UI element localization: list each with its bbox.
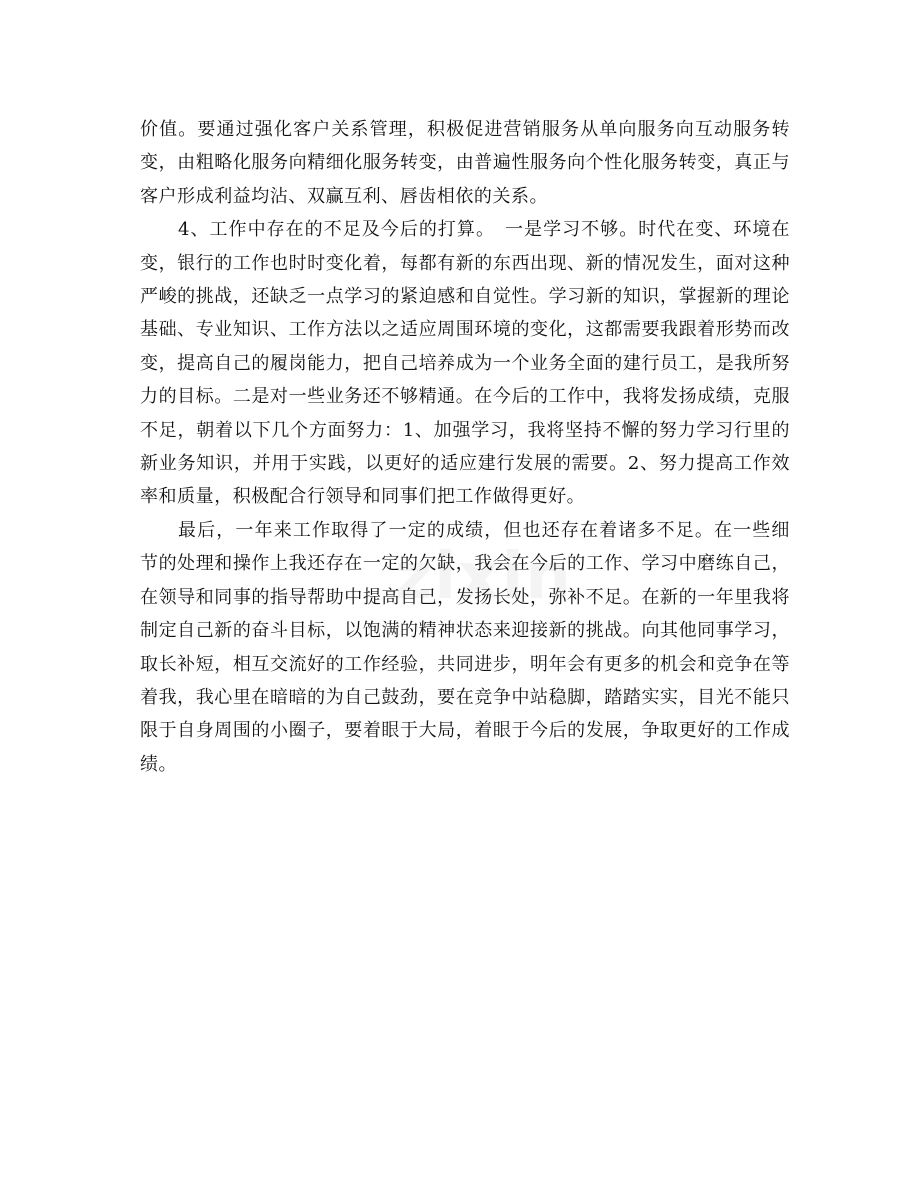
paragraph-shortcomings-plans: 4、工作中存在的不足及今后的打算。 一是学习不够。时代在变、环境在变，银行的工作也时时变化着，每都有新的东西出现、新的情况发生，面对这种严峻的挑战，还缺乏一点学习的紧迫感和自觉性。学习新的知识，掌握新的理论基础、专业知识、工作方法以之适应周围环境的变化，这都需要我跟着形势而改变，提高自己的履岗能力，把自己培养成为一个业务全面的建行员工，是我所努力的目标。二是对一些业务还不够精通。在今后的工作中，我将发扬成绩，克服不足，朝着以下几个方面努力：1、加强学习，我将坚持不懈的努力学习行里的新业务知识，并用于实践，以更好的适应建行发展的需要。2、努力提高工作效率和质量，积极配合行领导和同事们把工作做得更好。 bbox=[140, 219, 790, 508]
paragraph-continuation: 价值。要通过强化客户关系管理，积极促进营销服务从单向服务向互动服务转变，由粗略化服务向精细化服务转变，由普遍性服务向个性化服务转变，真正与客户形成利益均沾、双赢互利、唇齿相依的关系。 bbox=[140, 119, 790, 207]
document-body bbox=[140, 113, 790, 781]
paragraph-conclusion: 最后，一年来工作取得了一定的成绩，但也还存在着诸多不足。在一些细节的处理和操作上我还存在一定的欠缺，我会在今后的工作、学习中磨练自己，在领导和同事的指导帮助中提高自己，发扬长处，弥补不足。在新的一年里我将制定自己新的奋斗目标，以饱满的精神状态来迎接新的挑战。向其他同事学习，取长补短，相互交流好的工作经验，共同进步，明年会有更多的机会和竞争在等着我，我心里在暗暗的为自己鼓劲，要在竞争中站稳脚，踏踏实实，目光不能只限于自身周围的小圈子，要着眼于大局，着眼于今后的发展，争取更好的工作成绩。 bbox=[140, 519, 790, 775]
